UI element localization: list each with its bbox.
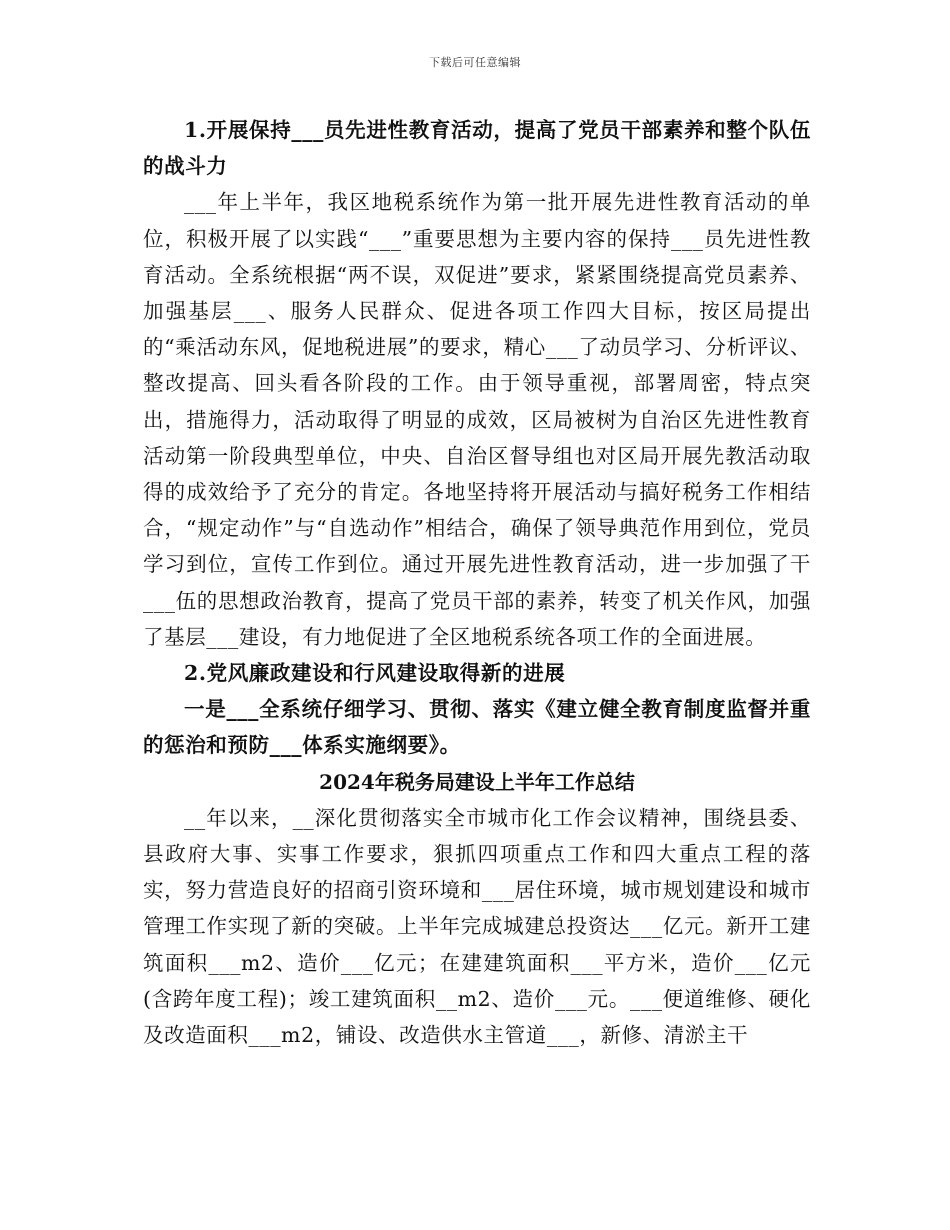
document-body [143,112,811,1053]
section-heading-1: 1.开展保持___员先进性教育活动，提高了党员干部素养和整个队伍的战斗力 [143,118,811,179]
document-title: 2024年税务局建设上半年工作总结 [319,769,635,794]
body-paragraph-1: ___年上半年，我区地税系统作为第一批开展先进性教育活动的单位，积极开展了以实践“___”重要思想为主要内容的保持___员先进性教育活动。全系统根据“两不误，双促进”要求，紧紧围绕提高党员素养、加强基层___、服务人民群众、促进各项工作四大目标，按区局提出的“乘活动东风，促地税进展”的要求，精心___了动员学习、分析评议、整改提高、回头看各阶段的工作。由于领导重视，部署周密，特点突出，措施得力，活动取得了明显的成效，区局被树为自治区先进性教育活动第一阶段典型单位，中央、自治区督导组也对区局开展先教活动取得的成效给予了充分的肯定。各地坚持将开展活动与搞好税务工作相结合，“规定动作”与“自选动作”相结合，确保了领导典范作用到位，党员学习到位，宣传工作到位。通过开展先进性教育活动，进一步加强了干___伍的思想政治教育，提高了党员干部的素养，转变了机关作风，加强了基层___建设，有力地促进了全区地税系统各项工作的全面进展。 [143,190,811,649]
body-paragraph-2: __年以来，__深化贯彻落实全市城市化工作会议精神，围绕县委、县政府大事、实事工作要求，狠抓四项重点工作和四大重点工程的落实，努力营造良好的招商引资环境和___居住环境，城市规划建设和城市管理工作实现了新的突破。上半年完成城建总投资达___亿元。新开工建筑面积___m2、造价___亿元；在建建筑面积___平方米，造价___亿元(含跨年度工程)；竣工建筑面积__m2、造价___元。___便道维修、硬化及改造面积___m2，铺设、改造供水主管道___，新修、清淤主干 [143,805,811,1048]
section-heading-2: 2.党风廉政建设和行风建设取得新的进展 [184,661,566,686]
page-header-note: 下载后可任意编辑 [429,56,521,69]
section-heading-3: 一是___全系统仔细学习、贯彻、落实《建立健全教育制度监督并重的惩治和预防___体系实施纲要》。 [143,697,811,758]
